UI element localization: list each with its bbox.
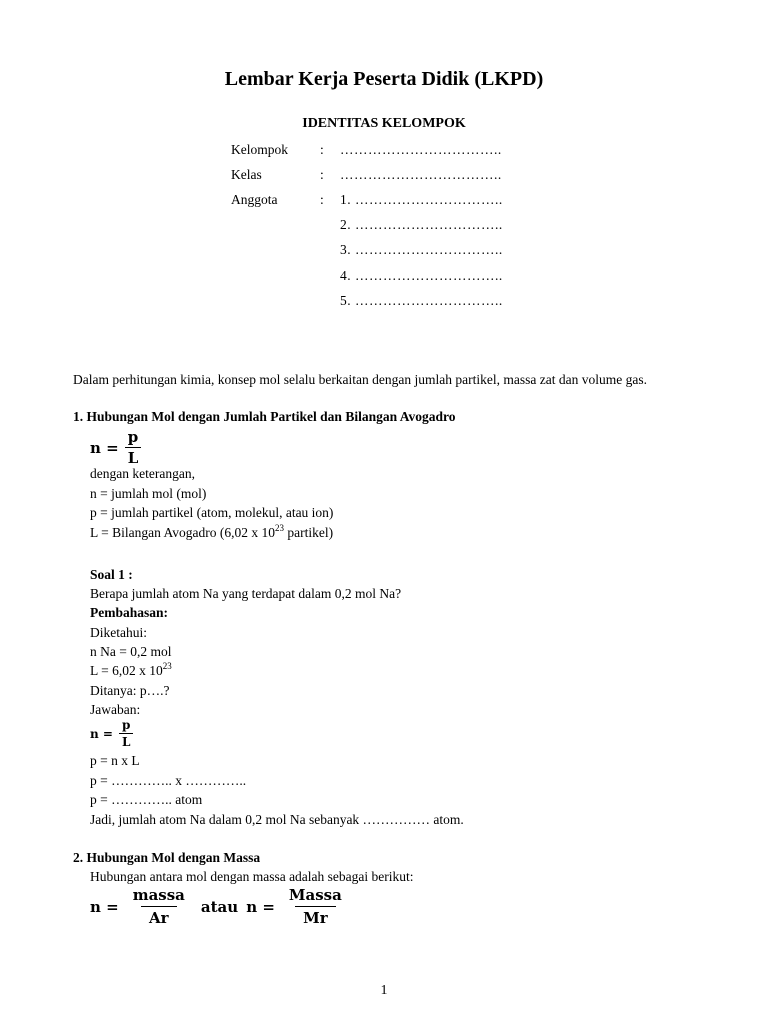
formula-lhs: n = [90,438,119,457]
given-n-na: n Na = 0,2 mol [90,644,172,659]
member-4: 4. ………………………….. [340,268,503,283]
formula-small-fraction [119,718,133,749]
definition-n: n = jumlah mol (mol) [90,486,207,501]
definition-L-unit: partikel) [283,525,334,540]
definition-L [90,525,333,541]
formula-n-p-over-L-small [90,718,133,749]
definition-L-text: L = Bilangan Avogadro (6,02 x 10 [90,525,275,540]
kelas-value: …………………………….. [340,167,502,182]
pembahasan-label: Pembahasan: [90,605,169,620]
member-2: 2. ………………………….. [340,217,503,232]
formula-mass-lhs1: n = [90,897,119,916]
formula-denominator: L [125,447,142,467]
diketahui-label: Diketahui: [90,625,147,640]
given-L [90,663,172,679]
conclusion-text: Jadi, jumlah atom Na dalam 0,2 mol Na sebanyak …………… atom. [90,812,464,827]
given-L-text: L = 6,02 x 10 [90,663,163,678]
formula-mass-atau: atau [200,897,239,916]
soal-1-question: Berapa jumlah atom Na yang terdapat dalam 0,2 mol Na? [90,586,402,601]
formula-mass [90,886,350,927]
formula-small-numerator: p [121,718,131,732]
kelas-label: Kelas [231,167,262,182]
definition-L-exponent: 23 [274,523,284,533]
kelompok-label: Kelompok [231,142,288,157]
page-number: 1 [380,983,388,998]
member-3: 3. ………………………….. [340,242,503,257]
anggota-colon: : [320,192,324,207]
definition-p: p = jumlah partikel (atom, molekul, atau ion) [90,505,334,520]
answer-p-atom: p = ………….. atom [90,792,203,807]
formula-small-denominator: L [119,733,133,749]
kelompok-colon: : [320,142,324,157]
anggota-label: Anggota [231,192,278,207]
formula-numerator: p [127,428,139,446]
kelompok-value: …………………………….. [340,142,502,157]
kelas-colon: : [320,167,324,182]
answer-p-equation: p = n x L [90,753,140,768]
ditanya-label: Ditanya: p….? [90,683,170,698]
given-L-exponent: 23 [162,661,172,671]
page-title: Lembar Kerja Peserta Didik (LKPD) [224,68,544,90]
soal-1-label: Soal 1 : [90,567,133,582]
formula-small-lhs: n = [90,726,113,741]
identity-heading: IDENTITAS KELOMPOK [302,116,466,131]
formula-mass-fraction2 [281,886,350,927]
answer-p-fill: p = ………….. x ………….. [90,773,247,788]
formula-n-p-over-L [90,428,141,467]
member-5: 5. ………………………….. [340,293,503,308]
formula-fraction [125,428,142,467]
section2-text: Hubungan antara mol dengan massa adalah sebagai berikut: [90,869,414,884]
formula-mass-lhs2: n = [246,897,275,916]
section2-heading: 2. Hubungan Mol dengan Massa [73,850,261,865]
member-1: 1. ………………………….. [340,192,503,207]
section1-heading: 1. Hubungan Mol dengan Jumlah Partikel dan Bilangan Avogadro [73,409,456,424]
formula-mass-denominator2: Mr [295,906,336,927]
formula-mass-fraction1 [125,886,193,927]
formula-mass-numerator2: Massa [288,886,342,904]
jawaban-label: Jawaban: [90,702,141,717]
keterangan-label: dengan keterangan, [90,466,195,481]
formula-mass-numerator1: massa [132,886,185,904]
intro-paragraph: Dalam perhitungan kimia, konsep mol selalu berkaitan dengan jumlah partikel, massa zat dan volume gas. [73,372,647,387]
formula-mass-denominator1: Ar [141,906,177,927]
